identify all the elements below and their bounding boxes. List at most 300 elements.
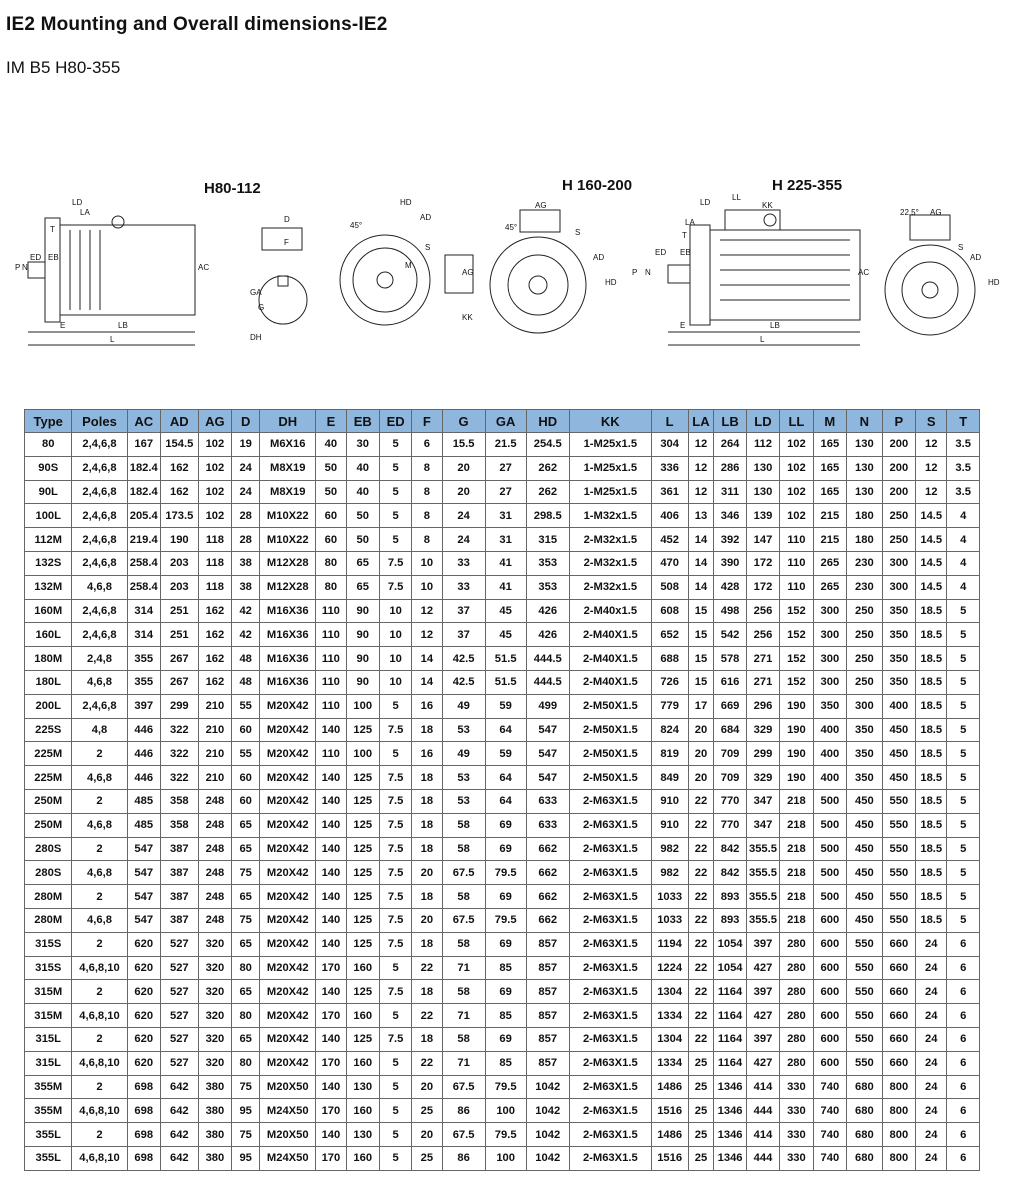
table-cell: 25 <box>688 1051 714 1075</box>
table-cell: 1516 <box>651 1099 688 1123</box>
drawing-tag: KK <box>462 313 473 322</box>
table-cell: 5 <box>379 528 411 552</box>
table-cell: 218 <box>780 837 813 861</box>
table-cell: 16 <box>412 742 442 766</box>
table-cell: 280 <box>780 1004 813 1028</box>
table-cell: 248 <box>198 861 231 885</box>
drawing-tag: G <box>258 303 265 312</box>
table-cell: 12 <box>688 433 714 457</box>
table-cell: 22 <box>688 837 714 861</box>
column-header: AD <box>160 410 198 433</box>
table-cell: 67.5 <box>442 1075 485 1099</box>
table-cell: 65 <box>232 932 260 956</box>
table-cell: 400 <box>813 718 846 742</box>
table-cell: 218 <box>780 813 813 837</box>
table-cell: 25 <box>688 1099 714 1123</box>
table-cell: 140 <box>316 789 346 813</box>
table-cell: 125 <box>346 908 379 932</box>
table-cell: 140 <box>316 885 346 909</box>
table-cell: 14 <box>412 647 442 671</box>
table-cell: 110 <box>316 670 346 694</box>
table-cell: 40 <box>346 456 379 480</box>
table-cell: 1042 <box>526 1146 569 1170</box>
table-cell: 2-M63X1.5 <box>569 789 651 813</box>
table-cell: 6 <box>947 1051 980 1075</box>
table-cell: 100 <box>485 1146 526 1170</box>
table-cell: 40 <box>316 433 346 457</box>
table-cell: 355.5 <box>746 885 779 909</box>
table-cell: 112M <box>25 528 72 552</box>
table-cell: 75 <box>232 1075 260 1099</box>
table-cell: 620 <box>127 956 160 980</box>
column-header: LD <box>746 410 779 433</box>
table-cell: 31 <box>485 504 526 528</box>
table-cell: 7.5 <box>379 813 411 837</box>
table-cell: 680 <box>847 1146 883 1170</box>
table-cell: 7.5 <box>379 789 411 813</box>
table-cell: 500 <box>813 813 846 837</box>
table-cell: 7.5 <box>379 1027 411 1051</box>
table-cell: 6 <box>947 980 980 1004</box>
column-header: LB <box>714 410 746 433</box>
table-cell: 51.5 <box>485 647 526 671</box>
table-cell: 2 <box>72 1075 127 1099</box>
table-cell: 130 <box>346 1075 379 1099</box>
table-cell: 5 <box>947 647 980 671</box>
table-cell: 132S <box>25 551 72 575</box>
table-row <box>25 980 980 1004</box>
table-cell: 1164 <box>714 1051 746 1075</box>
table-cell: 2-M50X1.5 <box>569 742 651 766</box>
table-cell: 100L <box>25 504 72 528</box>
table-cell: 60 <box>232 766 260 790</box>
table-cell: 660 <box>882 1027 915 1051</box>
table-cell: 262 <box>526 456 569 480</box>
table-cell: 15 <box>688 647 714 671</box>
table-cell: 660 <box>882 956 915 980</box>
drawing-tag: AG <box>535 201 547 210</box>
table-cell: M20X42 <box>260 766 316 790</box>
table-row <box>25 1027 980 1051</box>
table-cell: 12 <box>916 433 947 457</box>
table-cell: 152 <box>780 623 813 647</box>
table-cell: 296 <box>746 694 779 718</box>
shaft-section <box>259 276 307 324</box>
table-cell: 65 <box>346 575 379 599</box>
table-cell: 1164 <box>714 1004 746 1028</box>
table-row <box>25 456 980 480</box>
table-row <box>25 504 980 528</box>
table-cell: 2,4,6,8 <box>72 694 127 718</box>
column-header: S <box>916 410 947 433</box>
table-cell: 2-M63X1.5 <box>569 837 651 861</box>
drawing-tag: KK <box>762 201 773 210</box>
table-cell: 315 <box>526 528 569 552</box>
page-title: IE2 Mounting and Overall dimensions-IE2 <box>6 14 388 35</box>
table-cell: 24 <box>916 1099 947 1123</box>
table-cell: 550 <box>882 813 915 837</box>
table-cell: 5 <box>947 742 980 766</box>
table-cell: 248 <box>198 908 231 932</box>
table-cell: 71 <box>442 1004 485 1028</box>
table-row <box>25 623 980 647</box>
table-cell: 600 <box>813 1004 846 1028</box>
table-cell: 6 <box>947 1099 980 1123</box>
table-cell: 660 <box>882 932 915 956</box>
table-cell: 527 <box>160 1004 198 1028</box>
table-cell: 7.5 <box>379 551 411 575</box>
table-cell: 1486 <box>651 1123 688 1147</box>
drawing-tag: F <box>284 238 289 247</box>
table-cell: 550 <box>847 1051 883 1075</box>
drawing-tag: EB <box>48 253 59 262</box>
table-cell: 118 <box>198 575 231 599</box>
table-cell: 80 <box>232 956 260 980</box>
table-cell: 2-M63X1.5 <box>569 1123 651 1147</box>
table-cell: 267 <box>160 670 198 694</box>
table-cell: 251 <box>160 599 198 623</box>
table-row <box>25 813 980 837</box>
table-cell: 102 <box>198 480 231 504</box>
table-cell: 18.5 <box>916 742 947 766</box>
table-cell: 446 <box>127 718 160 742</box>
table-cell: 5 <box>379 1004 411 1028</box>
drawing-tag: 22.5° <box>900 208 919 217</box>
table-cell: 380 <box>198 1099 231 1123</box>
table-cell: 140 <box>316 1075 346 1099</box>
table-cell: 152 <box>780 599 813 623</box>
table-cell: 80 <box>25 433 72 457</box>
table-cell: 248 <box>198 789 231 813</box>
table-cell: 140 <box>316 932 346 956</box>
table-row <box>25 908 980 932</box>
table-cell: 162 <box>198 647 231 671</box>
table-cell: 680 <box>847 1123 883 1147</box>
table-cell: M20X42 <box>260 932 316 956</box>
table-cell: 2-M63X1.5 <box>569 908 651 932</box>
table-cell: 25 <box>688 1075 714 1099</box>
table-cell: 24 <box>916 956 947 980</box>
table-cell: 5 <box>379 956 411 980</box>
table-cell: 65 <box>232 813 260 837</box>
table-cell: 50 <box>346 504 379 528</box>
table-cell: 684 <box>714 718 746 742</box>
table-cell: 79.5 <box>485 1123 526 1147</box>
table-cell: 22 <box>688 932 714 956</box>
table-cell: 20 <box>688 718 714 742</box>
table-row <box>25 670 980 694</box>
table-cell: 10 <box>379 599 411 623</box>
table-cell: 1164 <box>714 1027 746 1051</box>
table-cell: 22 <box>688 956 714 980</box>
table-cell: 355.5 <box>746 837 779 861</box>
table-cell: 600 <box>813 1051 846 1075</box>
drawing-tag: AD <box>970 253 982 262</box>
drawing-tag: LD <box>72 198 83 207</box>
table-cell: 1224 <box>651 956 688 980</box>
table-cell: 50 <box>346 528 379 552</box>
table-cell: 280 <box>780 980 813 1004</box>
table-cell: 1-M25x1.5 <box>569 480 651 504</box>
table-cell: 2,4,6,8 <box>72 433 127 457</box>
table-cell: 608 <box>651 599 688 623</box>
table-cell: 90 <box>346 599 379 623</box>
table-cell: 485 <box>127 789 160 813</box>
table-cell: 38 <box>232 551 260 575</box>
table-row <box>25 480 980 504</box>
table-cell: 65 <box>232 980 260 1004</box>
table-cell: 314 <box>127 599 160 623</box>
table-cell: 27 <box>485 456 526 480</box>
table-cell: 102 <box>198 504 231 528</box>
drawing-tag: E <box>680 321 686 330</box>
table-cell: 824 <box>651 718 688 742</box>
table-cell: 173.5 <box>160 504 198 528</box>
table-cell: 110 <box>316 647 346 671</box>
table-cell: 25 <box>688 1146 714 1170</box>
table-cell: 280M <box>25 908 72 932</box>
table-cell: 7.5 <box>379 718 411 742</box>
table-cell: 210 <box>198 718 231 742</box>
table-cell: 7.5 <box>379 861 411 885</box>
table-cell: M20X42 <box>260 837 316 861</box>
table-cell: 250 <box>882 504 915 528</box>
table-cell: 33 <box>442 575 485 599</box>
table-cell: 2-M63X1.5 <box>569 885 651 909</box>
table-cell: 5 <box>947 718 980 742</box>
table-cell: 22 <box>412 956 442 980</box>
table-cell: M16X36 <box>260 647 316 671</box>
table-cell: 18.5 <box>916 694 947 718</box>
table-cell: 140 <box>316 837 346 861</box>
table-cell: 15 <box>688 670 714 694</box>
drawing-tag: 45° <box>350 221 363 230</box>
table-cell: 40 <box>346 480 379 504</box>
table-cell: 102 <box>780 504 813 528</box>
table-cell: 669 <box>714 694 746 718</box>
table-cell: 842 <box>714 837 746 861</box>
table-cell: 444 <box>746 1146 779 1170</box>
table-cell: 355 <box>127 670 160 694</box>
table-cell: 2-M63X1.5 <box>569 980 651 1004</box>
table-cell: 95 <box>232 1146 260 1170</box>
table-cell: 1-M32x1.5 <box>569 504 651 528</box>
table-cell: 18 <box>412 813 442 837</box>
table-cell: 2-M63X1.5 <box>569 861 651 885</box>
table-cell: 152 <box>780 647 813 671</box>
table-cell: 578 <box>714 647 746 671</box>
table-cell: 320 <box>198 932 231 956</box>
table-cell: 2,4,6,8 <box>72 551 127 575</box>
table-cell: 203 <box>160 551 198 575</box>
table-cell: 2 <box>72 837 127 861</box>
table-cell: 65 <box>232 1027 260 1051</box>
table-cell: 642 <box>160 1099 198 1123</box>
table-cell: 982 <box>651 861 688 885</box>
table-cell: 15 <box>688 623 714 647</box>
table-cell: 485 <box>127 813 160 837</box>
table-cell: 698 <box>127 1123 160 1147</box>
table-cell: 322 <box>160 766 198 790</box>
column-header: LL <box>780 410 813 433</box>
table-cell: 162 <box>198 623 231 647</box>
table-cell: 1033 <box>651 908 688 932</box>
table-cell: 205.4 <box>127 504 160 528</box>
table-cell: 857 <box>526 1051 569 1075</box>
table-cell: 31 <box>485 528 526 552</box>
table-cell: 427 <box>746 956 779 980</box>
table-cell: 85 <box>485 1051 526 1075</box>
table-cell: M20X42 <box>260 742 316 766</box>
column-header: AG <box>198 410 231 433</box>
table-cell: 4,6,8 <box>72 908 127 932</box>
table-header-row <box>25 410 980 433</box>
table-cell: 45 <box>485 599 526 623</box>
table-cell: 24 <box>916 1051 947 1075</box>
table-cell: 550 <box>847 1004 883 1028</box>
table-cell: 550 <box>847 980 883 1004</box>
table-cell: M16X36 <box>260 670 316 694</box>
table-cell: 160M <box>25 599 72 623</box>
table-cell: 130 <box>746 480 779 504</box>
table-cell: 350 <box>847 766 883 790</box>
table-cell: 79.5 <box>485 1075 526 1099</box>
table-cell: 397 <box>746 980 779 1004</box>
table-cell: 4,6,8 <box>72 670 127 694</box>
table-cell: 2 <box>72 885 127 909</box>
table-cell: 322 <box>160 742 198 766</box>
table-cell: 444.5 <box>526 647 569 671</box>
table-cell: 125 <box>346 885 379 909</box>
table-cell: 329 <box>746 718 779 742</box>
table-cell: 2-M63X1.5 <box>569 1004 651 1028</box>
drawing-tag: LB <box>118 321 128 330</box>
table-cell: 315S <box>25 932 72 956</box>
table-cell: 550 <box>847 1027 883 1051</box>
table-cell: 10 <box>379 623 411 647</box>
drawing-tag: LA <box>685 218 695 227</box>
table-cell: 6 <box>947 1027 980 1051</box>
drawing-tag: D <box>284 215 290 224</box>
table-cell: 7.5 <box>379 766 411 790</box>
table-cell: 24 <box>916 1027 947 1051</box>
table-cell: 6 <box>947 1004 980 1028</box>
table-cell: 286 <box>714 456 746 480</box>
table-cell: 24 <box>916 1146 947 1170</box>
table-cell: 550 <box>882 861 915 885</box>
table-cell: 14.5 <box>916 575 947 599</box>
table-cell: M24X50 <box>260 1099 316 1123</box>
table-cell: 652 <box>651 623 688 647</box>
table-cell: 857 <box>526 1027 569 1051</box>
table-cell: 15.5 <box>442 433 485 457</box>
table-cell: 18.5 <box>916 885 947 909</box>
table-cell: 3.5 <box>947 433 980 457</box>
table-cell: 165 <box>813 433 846 457</box>
table-cell: 770 <box>714 789 746 813</box>
table-cell: 19 <box>232 433 260 457</box>
table-cell: 857 <box>526 980 569 1004</box>
table-cell: 709 <box>714 742 746 766</box>
table-cell: 14.5 <box>916 551 947 575</box>
table-cell: 2-M50X1.5 <box>569 718 651 742</box>
table-cell: 102 <box>198 456 231 480</box>
table-cell: 37 <box>442 599 485 623</box>
table-cell: 2,4,6,8 <box>72 528 127 552</box>
table-cell: 2 <box>72 742 127 766</box>
table-cell: 60 <box>232 718 260 742</box>
drawing-label-h160-200: H 160-200 <box>562 177 633 194</box>
table-cell: 18.5 <box>916 599 947 623</box>
table-cell: 170 <box>316 1146 346 1170</box>
table-cell: M16X36 <box>260 599 316 623</box>
table-cell: 45 <box>485 623 526 647</box>
table-cell: 427 <box>746 1004 779 1028</box>
table-cell: 218 <box>780 885 813 909</box>
table-cell: 547 <box>526 742 569 766</box>
table-cell: 314 <box>127 623 160 647</box>
column-header: L <box>651 410 688 433</box>
table-cell: 162 <box>198 599 231 623</box>
table-cell: 140 <box>316 718 346 742</box>
table-cell: 450 <box>847 885 883 909</box>
table-cell: 1334 <box>651 1051 688 1075</box>
table-cell: 355 <box>127 647 160 671</box>
table-cell: 642 <box>160 1146 198 1170</box>
table-cell: 315L <box>25 1051 72 1075</box>
table-cell: 620 <box>127 932 160 956</box>
table-cell: 110 <box>780 551 813 575</box>
table-cell: 2-M40x1.5 <box>569 599 651 623</box>
table-cell: 5 <box>379 1075 411 1099</box>
table-row <box>25 1099 980 1123</box>
lifting-eye-small <box>112 216 124 228</box>
table-cell: 2 <box>72 789 127 813</box>
drawing-tag: ED <box>655 248 667 257</box>
table-cell: 25 <box>688 1123 714 1147</box>
table-cell: 527 <box>160 956 198 980</box>
table-cell: 1033 <box>651 885 688 909</box>
table-row <box>25 1146 980 1170</box>
table-cell: 102 <box>780 433 813 457</box>
table-cell: 446 <box>127 766 160 790</box>
table-cell: 18.5 <box>916 670 947 694</box>
motor-drawings-svg <box>0 170 1009 360</box>
table-cell: 75 <box>232 1123 260 1147</box>
table-cell: 203 <box>160 575 198 599</box>
table-cell: 616 <box>714 670 746 694</box>
table-cell: 190 <box>780 766 813 790</box>
table-cell: 165 <box>813 480 846 504</box>
table-cell: 857 <box>526 1004 569 1028</box>
table-cell: 172 <box>746 575 779 599</box>
table-cell: 12 <box>412 623 442 647</box>
table-cell: 452 <box>651 528 688 552</box>
table-cell: 320 <box>198 1051 231 1075</box>
table-cell: 4 <box>947 528 980 552</box>
column-header: EB <box>346 410 379 433</box>
table-cell: 152 <box>780 670 813 694</box>
drawing-label-h80-112: H80-112 <box>204 180 261 197</box>
table-cell: 662 <box>526 861 569 885</box>
table-cell: 355.5 <box>746 861 779 885</box>
table-cell: 2,4,6,8 <box>72 623 127 647</box>
table-cell: 250M <box>25 813 72 837</box>
table-cell: 444.5 <box>526 670 569 694</box>
table-cell: 38 <box>232 575 260 599</box>
table-cell: 182.4 <box>127 456 160 480</box>
table-cell: 22 <box>688 813 714 837</box>
